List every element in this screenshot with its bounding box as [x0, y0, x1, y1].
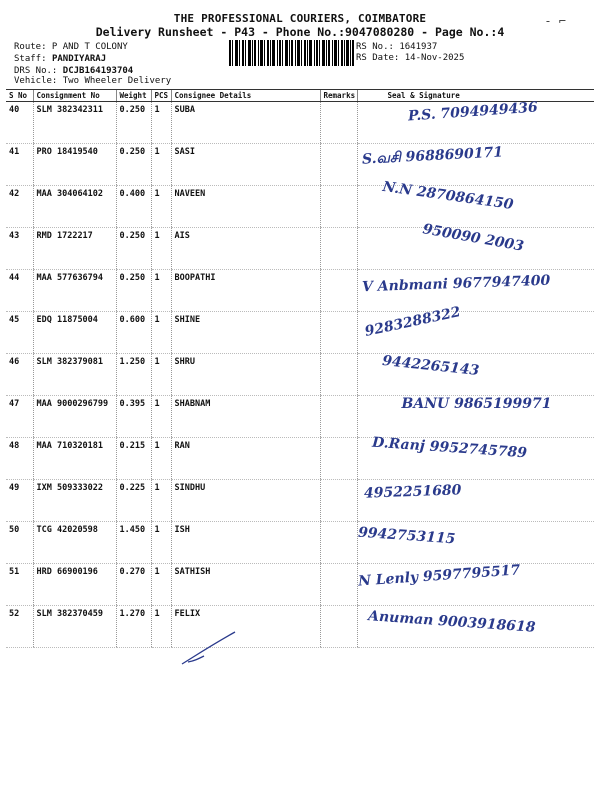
row-sno: 45	[6, 312, 33, 354]
row-weight: 1.270	[116, 606, 151, 648]
row-signature-cell	[357, 564, 594, 606]
row-remarks	[320, 144, 357, 186]
row-consignment-no: EDQ 11875004	[33, 312, 116, 354]
row-sno: 40	[6, 102, 33, 144]
runsheet-table	[6, 89, 594, 648]
row-consignee: SHABNAM	[171, 396, 320, 438]
drs-number: DCJB164193704	[62, 66, 134, 76]
row-pcs: 1	[151, 480, 171, 522]
handwritten-signature: BANU 9865199971	[401, 396, 552, 412]
row-weight: 0.225	[116, 480, 151, 522]
row-remarks	[320, 186, 357, 228]
handwritten-signature: D.Ranj 9952745789	[371, 434, 527, 462]
row-weight: 0.395	[116, 396, 151, 438]
row-consignee: SHRU	[171, 354, 320, 396]
row-weight: 0.600	[116, 312, 151, 354]
row-consignment-no: PRO 18419540	[33, 144, 116, 186]
col-pcs: PCS	[151, 90, 171, 102]
row-consignment-no: MAA 304064102	[33, 186, 116, 228]
row-signature-cell	[357, 99, 594, 144]
row-remarks	[320, 312, 357, 354]
row-weight: 0.400	[116, 186, 151, 228]
row-sno: 44	[6, 270, 33, 312]
row-pcs: 1	[151, 228, 171, 270]
rs-number: RS No.: 1641937	[356, 42, 438, 52]
row-weight: 0.250	[116, 228, 151, 270]
row-weight: 1.450	[116, 522, 151, 564]
row-consignee: SINDHU	[171, 480, 320, 522]
row-consignment-no: MAA 577636794	[33, 270, 116, 312]
row-signature-cell	[357, 304, 594, 354]
row-consignment-no: MAA 710320181	[33, 438, 116, 480]
row-remarks	[320, 102, 357, 144]
row-pcs: 1	[151, 606, 171, 648]
row-remarks	[320, 396, 357, 438]
row-signature-cell	[357, 396, 594, 438]
row-pcs: 1	[151, 186, 171, 228]
row-weight: 0.215	[116, 438, 151, 480]
col-signature: Seal & Signature	[357, 90, 594, 102]
drs-line	[14, 66, 133, 76]
table-row	[6, 564, 594, 606]
row-pcs: 1	[151, 312, 171, 354]
handwritten-signature: 4952251680	[363, 482, 462, 502]
handwritten-signature: 9442265143	[380, 352, 480, 380]
row-sno: 41	[6, 144, 33, 186]
row-consignee: SUBA	[171, 102, 320, 144]
row-consignee: FELIX	[171, 606, 320, 648]
row-consignee: BOOPATHI	[171, 270, 320, 312]
vehicle-text: Vehicle: Two Wheeler Delivery	[14, 76, 172, 86]
table-row	[6, 186, 594, 228]
row-signature-cell	[357, 522, 594, 564]
route-text: Route: P AND T COLONY	[14, 42, 128, 52]
staff-line	[14, 54, 106, 64]
table-row	[6, 312, 594, 354]
row-sno: 48	[6, 438, 33, 480]
row-consignee: SHINE	[171, 312, 320, 354]
row-sno: 49	[6, 480, 33, 522]
table-row	[6, 144, 594, 186]
row-pcs: 1	[151, 354, 171, 396]
row-pcs: 1	[151, 144, 171, 186]
row-remarks	[320, 270, 357, 312]
table-row	[6, 270, 594, 312]
row-pcs: 1	[151, 522, 171, 564]
handwritten-signature: Anuman 9003918618	[367, 608, 536, 636]
handwritten-signature: 950090 2003	[420, 221, 525, 255]
table-row	[6, 354, 594, 396]
row-remarks	[320, 354, 357, 396]
row-consignment-no: HRD 66900196	[33, 564, 116, 606]
row-signature-cell	[357, 480, 594, 522]
row-consignment-no: TCG 42020598	[33, 522, 116, 564]
row-pcs: 1	[151, 396, 171, 438]
pen-stroke	[180, 628, 240, 668]
row-pcs: 1	[151, 438, 171, 480]
table-row	[6, 228, 594, 270]
row-signature-cell	[357, 178, 594, 228]
table-row	[6, 396, 594, 438]
row-consignment-no: IXM 509333022	[33, 480, 116, 522]
row-consignee: NAVEEN	[171, 186, 320, 228]
col-sno: S No	[6, 90, 33, 102]
handwritten-signature: V Anbmani 9677947400	[361, 272, 550, 296]
row-pcs: 1	[151, 102, 171, 144]
col-weight: Weight	[116, 90, 151, 102]
drs-label: DRS No.:	[14, 66, 58, 76]
col-remarks: Remarks	[320, 90, 357, 102]
barcode	[229, 40, 354, 66]
row-weight: 0.250	[116, 270, 151, 312]
row-sno: 47	[6, 396, 33, 438]
row-remarks	[320, 564, 357, 606]
row-signature-cell	[357, 606, 594, 648]
table-row	[6, 480, 594, 522]
row-signature-cell	[357, 434, 594, 480]
row-consignee: SASI	[171, 144, 320, 186]
handwritten-signature: N.N 2870864150	[381, 178, 514, 214]
row-pcs: 1	[151, 270, 171, 312]
handwritten-signature: S.வசி 9688690171	[361, 144, 503, 168]
row-signature-cell	[357, 221, 594, 270]
row-consignment-no: SLM 382370459	[33, 606, 116, 648]
staff-label: Staff:	[14, 54, 47, 64]
row-sno: 46	[6, 354, 33, 396]
row-consignment-no: SLM 382342311	[33, 102, 116, 144]
row-signature-cell	[357, 354, 594, 396]
row-remarks	[320, 522, 357, 564]
row-consignee: ISH	[171, 522, 320, 564]
row-remarks	[320, 228, 357, 270]
corner-scribble: ‐ ⌐	[544, 14, 566, 28]
col-consignment: Consignment No	[33, 90, 116, 102]
row-consignment-no: RMD 1722217	[33, 228, 116, 270]
row-consignee: AIS	[171, 228, 320, 270]
handwritten-signature: 9283288322	[362, 304, 462, 340]
table-row	[6, 438, 594, 480]
row-weight: 0.270	[116, 564, 151, 606]
row-consignee: RAN	[171, 438, 320, 480]
row-sno: 51	[6, 564, 33, 606]
row-consignee: SATHISH	[171, 564, 320, 606]
row-remarks	[320, 480, 357, 522]
row-remarks	[320, 438, 357, 480]
company-title: THE PROFESSIONAL COURIERS, COIMBATORE	[173, 12, 427, 25]
row-sno: 42	[6, 186, 33, 228]
row-consignment-no: SLM 382379081	[33, 354, 116, 396]
handwritten-signature: N Lenly 9597795517	[357, 562, 521, 590]
row-weight: 0.250	[116, 102, 151, 144]
row-sno: 43	[6, 228, 33, 270]
table-row	[6, 606, 594, 648]
row-weight: 0.250	[116, 144, 151, 186]
runsheet-title: Delivery Runsheet - P43 - Phone No.:9047080280 - Page No.:4	[95, 25, 505, 39]
handwritten-signature: P.S. 7094949436	[407, 99, 538, 125]
row-pcs: 1	[151, 564, 171, 606]
row-sno: 52	[6, 606, 33, 648]
table-row	[6, 102, 594, 144]
row-weight: 1.250	[116, 354, 151, 396]
table-row	[6, 522, 594, 564]
row-signature-cell	[357, 270, 594, 312]
col-consignee: Consignee Details	[171, 90, 320, 102]
handwritten-signature: 9942753115	[357, 524, 456, 548]
row-sno: 50	[6, 522, 33, 564]
staff-name: PANDIYARAJ	[51, 54, 107, 64]
row-consignment-no: MAA 9000296799	[33, 396, 116, 438]
row-remarks	[320, 606, 357, 648]
rs-date: RS Date: 14-Nov-2025	[356, 53, 465, 63]
table-header-row	[6, 90, 594, 102]
